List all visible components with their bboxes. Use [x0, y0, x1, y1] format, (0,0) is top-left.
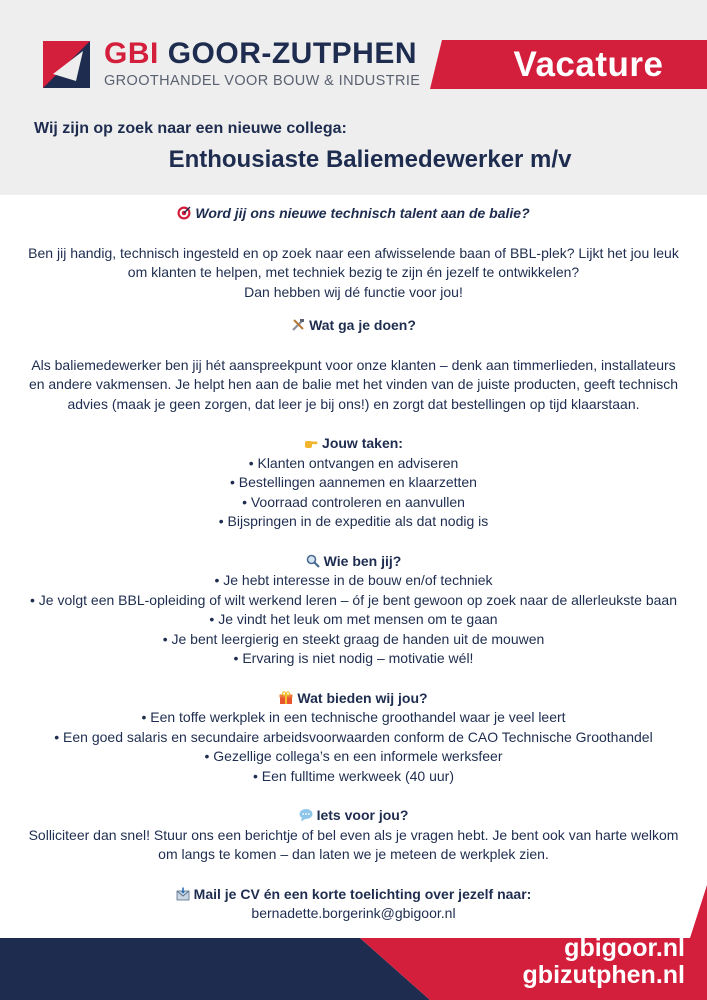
intro-line: Dan hebben wij dé functie voor jou!: [244, 283, 463, 300]
offer-item: • Een goed salaris en secundaire arbeidsvoorwaarden conform de CAO Technische Groothandel: [54, 728, 653, 745]
offer-item: • Gezellige collega’s en een informele werksfeer: [204, 748, 503, 764]
intro-line: om klanten te helpen, met techniek bezig te zijn én jezelf te ontwikkelen?: [127, 264, 580, 280]
brand-name: [104, 37, 417, 71]
brand-location: GOOR-ZUTPHEN: [167, 37, 418, 70]
who-heading: [0, 552, 707, 572]
mail-heading-text: Mail je CV én een korte toelichting over jezelf naar:: [193, 885, 532, 902]
gbi-logo-icon: [43, 41, 90, 88]
job-title: Enthousiaste Baliemedewerker m/v: [168, 146, 572, 173]
apply-line: Solliciteer dan snel! Stuur ons een berichtje of bel even als je vragen hebt. Je bent ook van harte welkom: [28, 826, 679, 843]
tasks-heading-text: Jouw taken:: [322, 435, 403, 451]
who-item: • Je volgt een BBL-opleiding of wilt werkend leren – óf je bent gewoon op zoek naar de allerleukste baan: [30, 591, 677, 608]
target-icon: [177, 206, 191, 220]
question-text: Word jij ons nieuwe technisch talent aan de balie?: [195, 205, 530, 221]
question-heading: [0, 204, 707, 224]
what-heading-text: Wat ga je doen?: [309, 317, 416, 333]
website-gbigoor[interactable]: gbigoor.nl: [564, 934, 685, 962]
who-item: • Ervaring is niet nodig – motivatie wél!: [233, 650, 474, 666]
who-item: • Je hebt interesse in de bouw en/of techniek: [214, 572, 493, 588]
magnifier-icon: [306, 554, 320, 568]
vacature-label: Vacature: [513, 45, 664, 84]
intro-line: Ben jij handig, technisch ingesteld en op zoek naar een afwisselende baan of BBL-plek? Lijkt het jou leuk: [28, 244, 679, 261]
apply-heading-text: Iets voor jou?: [316, 807, 409, 823]
vacature-banner: [430, 40, 707, 89]
mail-address[interactable]: bernadette.borgerink@gbigoor.nl: [251, 905, 456, 921]
header: [0, 0, 707, 195]
intro-text: Wij zijn op zoek naar een nieuwe collega:: [34, 120, 347, 137]
what-heading: [0, 316, 707, 336]
offer-heading-text: Wat bieden wij jou?: [297, 689, 428, 706]
apply-heading: [0, 806, 707, 826]
gift-icon: [279, 691, 293, 705]
footer: [0, 880, 707, 1000]
what-line: en andere vakmensen. Je helpt hen aan de balie met het vinden van de juiste producten, geeft technisch: [28, 376, 679, 392]
offer-item: • Een toffe werkplek in een technische groothandel waar je veel leert: [141, 709, 566, 725]
who-heading-text: Wie ben jij?: [323, 552, 402, 569]
brand-accent: GBI: [104, 37, 159, 70]
pointing-hand-icon: [304, 436, 318, 450]
who-item: • Je vindt het leuk om met mensen om te gaan: [209, 611, 498, 627]
tasks-heading: [0, 434, 707, 454]
what-line: advies (maak je geen zorgen, dat leer je bij ons!) en zorgt dat bestellingen op tijd klaarstaan.: [67, 395, 640, 412]
offer-heading: [0, 689, 707, 709]
apply-line: om langs te komen – dan laten we je meteen de werkplek zien.: [158, 846, 549, 862]
offer-item: • Een fulltime werkweek (40 uur): [253, 767, 454, 784]
who-item: • Je bent leergierig en steekt graag de handen uit de mouwen: [162, 630, 545, 647]
brand-tagline: GROOTHANDEL VOOR BOUW & INDUSTRIE: [104, 73, 421, 89]
vacancy-content: [0, 204, 707, 924]
tools-icon: [291, 318, 305, 332]
task-item: • Bijspringen in de expeditie als dat nodig is: [218, 513, 489, 529]
website-gbizutphen[interactable]: gbizutphen.nl: [522, 961, 685, 989]
speech-bubble-icon: [299, 808, 313, 822]
task-item: • Klanten ontvangen en adviseren: [248, 454, 459, 471]
what-line: Als baliemedewerker ben jij hét aanspreekpunt voor onze klanten – denk aan timmerlieden, installateurs: [31, 356, 676, 373]
task-item: • Bestellingen aannemen en klaarzetten: [230, 474, 477, 490]
task-item: • Voorraad controleren en aanvullen: [242, 493, 465, 510]
